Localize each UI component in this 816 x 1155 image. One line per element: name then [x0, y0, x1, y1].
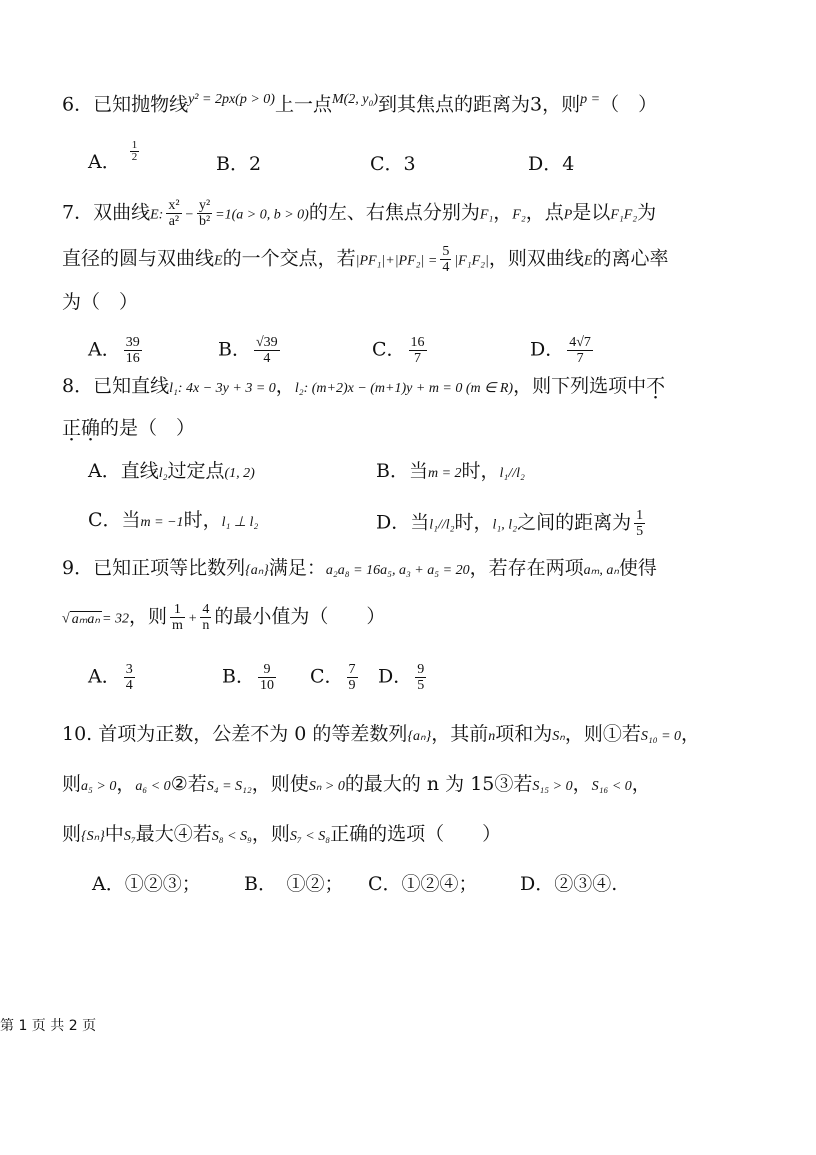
q9-a-label: A．	[88, 665, 121, 688]
question-10-line-1	[62, 722, 700, 749]
q10-l3-a: 则	[62, 823, 82, 845]
q8-d-rel: l₁//l₂	[429, 517, 455, 533]
q8-a1: A．直线	[88, 460, 159, 482]
q8-b1: B．当	[376, 460, 428, 482]
q8-c2: 时，	[183, 509, 222, 531]
q7-e1: E	[214, 253, 223, 269]
q6-option-b: B．2	[216, 153, 262, 175]
q8-emphasis-bu: 不	[646, 375, 666, 397]
q9-cond: a₂a₈ = 16a₅, a₃ + a₅ = 20	[325, 563, 470, 578]
q7-e2: E	[583, 253, 593, 269]
q9-c-frac	[347, 662, 358, 693]
q8-l2-b: 的是（ ）	[100, 417, 196, 439]
q7-l2-a: 直径的圆与双曲线	[62, 247, 215, 270]
q7-l2-b: 的一个交点，若	[222, 247, 356, 270]
q10-l3-b: 中	[104, 823, 124, 845]
q6-option-a-fraction	[130, 140, 140, 163]
q7-x2: x²	[168, 198, 180, 213]
q6-point: M(2, y₀)	[331, 92, 379, 107]
question-6	[62, 88, 657, 116]
q10-s15: S₁₅ > 0	[532, 779, 573, 794]
q8-comma: ，	[275, 375, 295, 397]
q10-l1-d: ，则①若	[564, 723, 641, 745]
q7-l2-c: ，则双曲线	[488, 247, 584, 270]
q9-sqrt-inner: aₘaₙ	[71, 611, 100, 627]
q7-b-num: √39	[255, 335, 278, 350]
q9-a-frac	[124, 662, 135, 693]
q10-l3-e: 正确的选项（ ）	[330, 823, 502, 845]
q6-option-a-label: A．	[88, 151, 121, 173]
q8-d1: D．当	[376, 511, 430, 534]
q9-d-num: 9	[417, 662, 425, 677]
question-9-line-1	[62, 556, 657, 583]
q9-l2-a: ，则	[128, 605, 167, 628]
q7-b-label: B．	[218, 338, 251, 361]
q8-line2-eq: l₂: (m+2)x − (m+1)y + m = 0 (m ∈ R)	[294, 381, 514, 396]
q8-d2: 时，	[454, 511, 493, 534]
q9-eq32: = 32	[102, 611, 129, 627]
q7-a-label: A．	[88, 338, 121, 361]
q9-l2-b: 的最小值为（ ）	[214, 605, 386, 628]
q9-b-frac	[258, 662, 276, 693]
q6-paren: （ ）	[600, 93, 658, 116]
q7-frac-54	[440, 244, 451, 275]
q10-l2-d: ，则使	[251, 773, 309, 795]
q7-a2: a²	[168, 214, 180, 229]
q10-seq: {aₙ}	[407, 729, 432, 744]
q9-b-den: 10	[259, 678, 274, 693]
q8-c1: C．当	[88, 509, 141, 531]
q9-f1-den: m	[171, 618, 183, 633]
q10-l2-g: ，	[631, 773, 651, 795]
q10-l3-c: 最大④若	[135, 823, 212, 845]
question-7-line-2	[62, 244, 668, 275]
q10-l1-c: 项和为	[495, 723, 553, 745]
q7-mid: 的左、右焦点分别为	[308, 201, 480, 224]
q9-option-a	[88, 662, 138, 693]
q8-d-den: 5	[636, 524, 644, 539]
q10-l1-a: 10. 首项为正数，公差不为 0 的等差数列	[62, 723, 408, 745]
q8-b-m: m = 2	[427, 466, 462, 481]
q7-sep: ，	[493, 201, 513, 224]
q10-option-b: B． ①②；	[244, 873, 344, 895]
q7-l2-d: 的离心率	[592, 247, 669, 270]
q10-s7: S₇	[123, 829, 136, 844]
q9-option-b	[222, 662, 279, 693]
q9-terms: aₘ, aₙ	[583, 563, 619, 578]
q7-option-d	[530, 335, 596, 366]
q7-d-label: D．	[530, 338, 565, 361]
q9-f2-den: n	[202, 618, 210, 633]
q8-c-m: m = −1	[140, 515, 184, 530]
q9-frac-4n	[200, 602, 211, 633]
q10-l3-d: ，则	[251, 823, 290, 845]
q8-c-rel: l₁ ⊥ l₂	[221, 515, 259, 530]
q10-option-a: A．①②③；	[92, 873, 201, 895]
q8-emphasis-que: 确	[81, 417, 101, 439]
q7-a-frac	[124, 335, 142, 366]
q10-l2-f: ，	[572, 773, 592, 795]
q9-seq: {aₙ}	[245, 563, 269, 578]
q9-c-den: 9	[348, 678, 356, 693]
q10-a6: a₆ < 0	[135, 779, 171, 794]
q8-a2: 过定点	[167, 460, 225, 482]
q6-option-c: C．3	[370, 153, 416, 175]
q10-s16: S₁₆ < 0	[591, 779, 632, 794]
q8-option-d	[376, 508, 648, 539]
q8-line1-eq: l₁: 4x − 3y + 3 = 0	[169, 381, 276, 396]
q9-d-frac	[415, 662, 426, 693]
q10-s7s8: S₇ < S₈	[289, 829, 331, 844]
q7-d-num: 4√7	[569, 335, 591, 350]
q9-f2-num: 4	[202, 602, 210, 617]
q8-l1-b: ，则下列选项中	[513, 375, 647, 397]
q7-frac-x	[166, 198, 181, 229]
q7-c-num: 16	[410, 335, 425, 350]
question-7-line-3: 为（ ）	[62, 291, 139, 313]
q7-a-den: 16	[125, 351, 140, 366]
q7-f1: F₁	[479, 207, 494, 223]
q8-b2: 时，	[461, 460, 500, 482]
q7-eq-name: E:	[150, 207, 164, 223]
q7-d-frac	[567, 335, 593, 366]
q9-b-num: 9	[258, 662, 276, 678]
q7-f2: F₂	[512, 207, 526, 223]
q8-a-l: l₂	[158, 466, 168, 481]
q7-option-b	[218, 335, 283, 366]
q7-b-den: 4	[263, 351, 271, 366]
q7-y2: y²	[198, 198, 211, 213]
q7-p: P	[563, 207, 573, 223]
q9-sqrt: √ aₘaₙ	[62, 611, 100, 627]
q9-d-label: D．	[378, 665, 413, 688]
q9-d-den: 5	[417, 678, 425, 693]
q6-a-den: 2	[131, 150, 138, 163]
q8-l1-a: 8．已知直线	[62, 375, 170, 397]
q10-sn: Sₙ	[552, 729, 565, 744]
q8-d3: 之间的距离为	[517, 511, 632, 534]
q9-f1-num: 1	[170, 602, 185, 618]
q10-l2-e: 的最大的 n 为 15③若	[344, 773, 533, 795]
q10-s8s9: S₈ < S₉	[211, 829, 252, 844]
q6-p-equals: p =	[580, 92, 601, 107]
q10-l1-b: ，其前	[431, 723, 489, 745]
q8-option-a	[88, 459, 255, 486]
q8-d-frac	[634, 508, 645, 539]
q6-prefix: 6．已知抛物线	[62, 93, 189, 116]
q7-abs2: |F₁F₂|	[454, 253, 489, 269]
q9-option-d	[378, 662, 429, 693]
q9-plus: +	[187, 611, 198, 627]
q8-d-num: 1	[636, 508, 644, 523]
question-9-line-2	[62, 602, 385, 633]
q9-l1-c: ，若存在两项	[469, 557, 584, 579]
q9-a-den: 4	[125, 678, 133, 693]
q9-l1-a: 9．已知正项等比数列	[62, 557, 246, 579]
q6-parabola-equation: y² = 2px(p > 0)	[188, 92, 275, 107]
q10-l1-e: ，	[681, 723, 701, 745]
q6-option-d: D．4	[528, 153, 575, 175]
q10-n: n	[488, 729, 496, 744]
question-10-line-3	[62, 822, 501, 849]
q7-a-num: 39	[125, 335, 140, 350]
q7-eq-tail: =1(a > 0, b > 0)	[215, 207, 309, 223]
q7-f1f2: F₁F₂	[610, 207, 638, 223]
question-8-line-1	[62, 374, 665, 401]
q7-d-den: 7	[576, 351, 584, 366]
q6-mid: 上一点	[274, 93, 332, 116]
q6-option-a	[88, 138, 142, 175]
q10-sn-set: {Sₙ}	[81, 829, 105, 844]
q7-b-frac	[254, 335, 280, 366]
q7-b2: b²	[198, 214, 211, 229]
q10-l2-a: 则	[62, 773, 82, 795]
q7-c-label: C．	[372, 338, 406, 361]
q8-b-rel: l₁//l₂	[499, 466, 525, 481]
q6-a-num: 1	[131, 138, 138, 151]
question-7-line-1: 7．双曲线E: $\frac{\text{x²}}{\text{a²}}$ − $\frac{\text{y²}}{\text{b²}}$ =1(a > 0, b > 0)的左、右焦点分别为F₁，F₂，点P是以F₁F₂为	[62, 198, 657, 229]
q10-l2-c: ②若	[170, 773, 207, 795]
q7-option-a	[88, 335, 145, 366]
q9-c-label: C．	[310, 665, 344, 688]
q6-tail: 到其焦点的距离为3，则	[378, 93, 581, 116]
q7-end: 为	[637, 201, 657, 224]
q7-c-den: 7	[414, 351, 422, 366]
question-8-line-2	[62, 416, 195, 440]
q9-option-c	[310, 662, 361, 693]
q10-l2-b: ，	[116, 773, 136, 795]
question-10-line-2	[62, 772, 651, 799]
q10-a5: a₅ > 0	[81, 779, 117, 794]
q7-frac-y	[197, 198, 212, 229]
q7-5: 5	[442, 244, 450, 259]
q8-emphasis-zheng: 正	[62, 417, 82, 439]
q7-mid2: ，点	[525, 201, 564, 224]
q10-option-d: D．②③④.	[520, 873, 618, 895]
q9-a-num: 3	[125, 662, 133, 677]
q9-l1-b: 满足：	[268, 557, 326, 579]
q8-option-b	[376, 459, 525, 486]
q7-abs1: |PF₁|+|PF₂| =	[355, 253, 438, 269]
q9-c-num: 7	[348, 662, 356, 677]
q10-sn0: Sₙ > 0	[308, 779, 345, 794]
q7-tail: 是以	[572, 201, 611, 224]
q8-option-c	[88, 508, 258, 535]
q7-option-c	[372, 335, 430, 366]
q7-4: 4	[442, 260, 450, 275]
q7-prefix: 7．双曲线	[62, 201, 151, 224]
q8-d-ls: l₁, l₂	[492, 517, 518, 533]
q9-b-label: B．	[222, 665, 255, 688]
page-footer: 第 1 页 共 2 页	[0, 1018, 97, 1034]
q7-c-frac	[409, 335, 427, 366]
q9-frac-1m	[170, 602, 185, 633]
q10-s10: S₁₀ = 0	[640, 729, 682, 744]
q10-option-c: C．①②④；	[368, 873, 478, 895]
q8-a-pt: (1, 2)	[224, 466, 255, 481]
q9-l1-d: 使得	[618, 557, 657, 579]
q10-s4: S₄ = S₁₂	[206, 779, 252, 794]
